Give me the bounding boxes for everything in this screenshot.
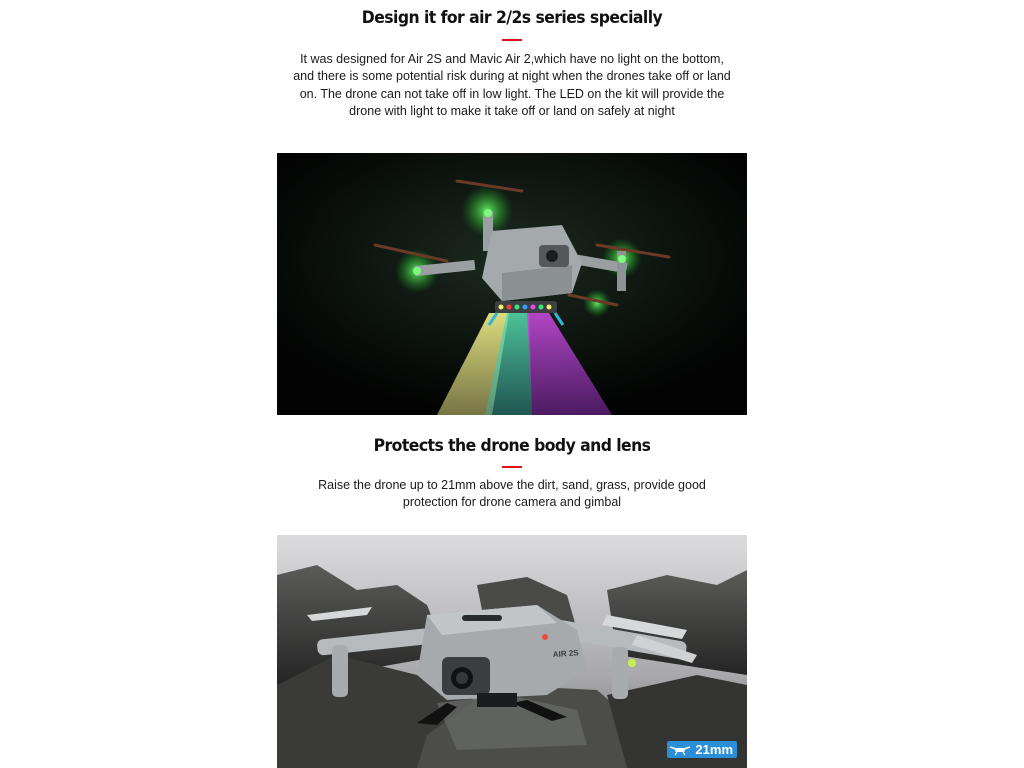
section-title-protects: Protects the drone body and lens (373, 436, 651, 456)
drone-icon (669, 744, 691, 756)
rock-drone-photo (277, 535, 747, 768)
night-drone-illustration (277, 153, 747, 415)
drone-model-label: AIR 2S (552, 648, 579, 659)
title-underline (502, 39, 522, 41)
rock-drone-illustration (277, 535, 747, 768)
height-badge (667, 741, 737, 758)
section-title-design: Design it for air 2/2s series specially (361, 8, 663, 28)
section-description-protects: Raise the drone up to 21mm above the dirt, sand, grass, provide good protection for drone camera and gimbal (318, 478, 706, 510)
section-description-design: It was designed for Air 2S and Mavic Air 2,which have no light on the bottom, and there is some potential risk during at night when the drones take off or land on. The drone can not take off in low light. The LED on the kit will provide the drone with light to make it take off or land on safely at night (293, 52, 731, 118)
height-badge-value: 21mm (695, 742, 733, 757)
title-underline (502, 466, 522, 468)
night-drone-photo (277, 153, 747, 415)
